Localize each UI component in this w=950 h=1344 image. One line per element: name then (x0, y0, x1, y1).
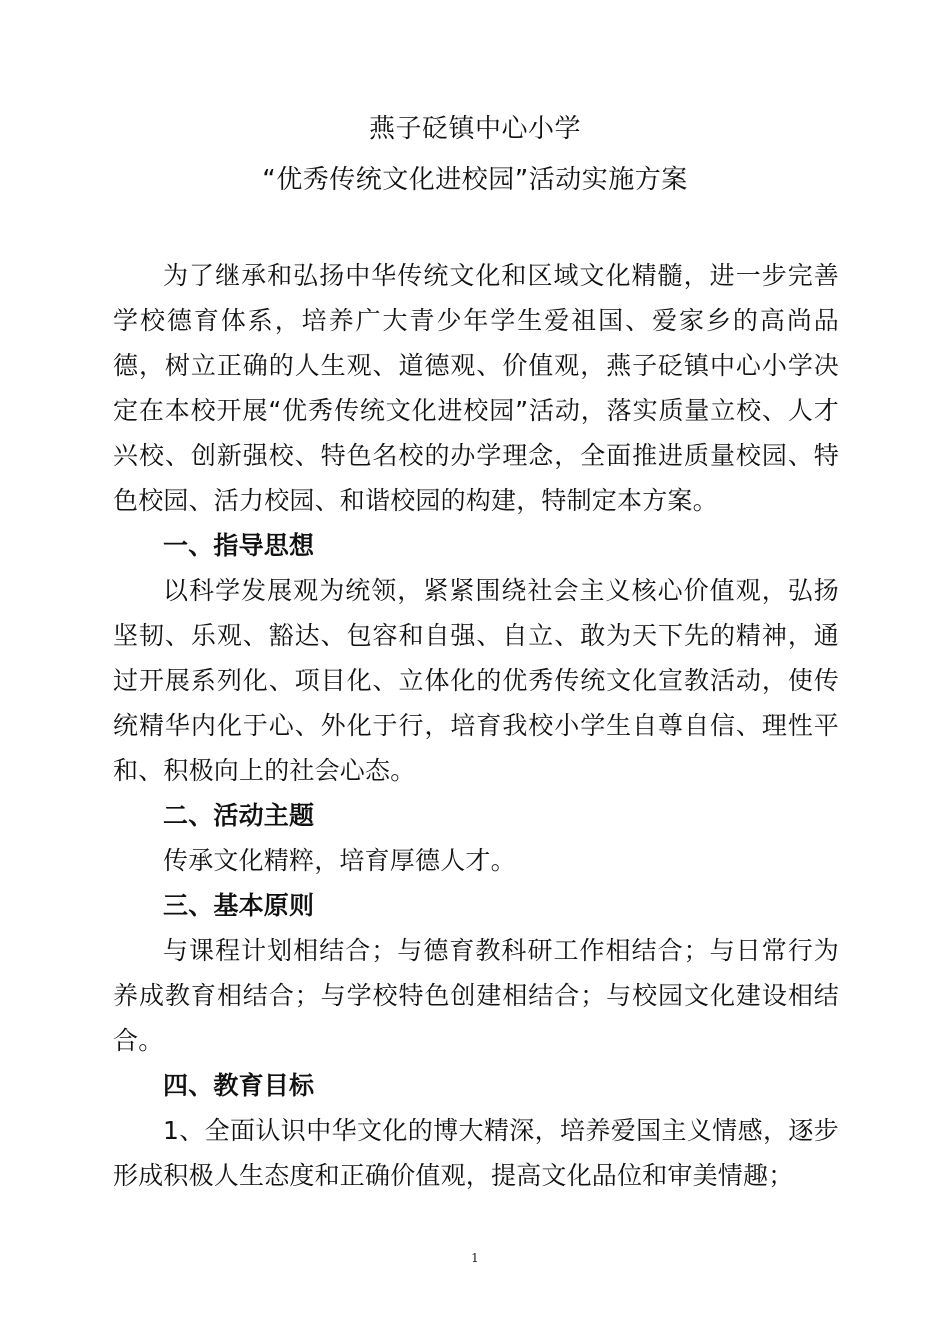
document-body (113, 253, 839, 1198)
section-heading-education-goals: 四、教育目标 (163, 1071, 315, 1100)
section-paragraph-basic-principles: 与课程计划相结合；与德育教科研工作相结合；与日常行为养成教育相结合；与学校特色创建相结合；与校园文化建设相结合。 (113, 936, 839, 1055)
section-paragraph-guiding-thought: 以科学发展观为统领，紧紧围绕社会主义核心价值观，弘扬坚韧、乐观、豁达、包容和自强、自立、敢为天下先的精神，通过开展系列化、项目化、立体化的优秀传统文化宣教活动，使传统精华内化于心、外化于行，培育我校小学生自尊自信、理性平和、积极向上的社会心态。 (113, 576, 839, 785)
document-title-plan: “优秀传统文化进校园”活动实施方案 (262, 165, 688, 195)
section-heading-guiding-thought: 一、指导思想 (163, 531, 315, 560)
section-heading-activity-theme: 二、活动主题 (163, 801, 315, 830)
section-heading-basic-principles: 三、基本原则 (163, 891, 315, 920)
section-paragraph-education-goals: 1、全面认识中华文化的博大精深，培养爱国主义情感，逐步形成积极人生态度和正确价值观，提高文化品位和审美情趣； (113, 1116, 839, 1190)
page-number: 1 (471, 1251, 479, 1265)
document-title-school: 燕子砭镇中心小学 (368, 114, 581, 144)
section-paragraph-activity-theme: 传承文化精粹，培育厚德人才。 (163, 846, 516, 875)
intro-paragraph: 为了继承和弘扬中华传统文化和区域文化精髓，进一步完善学校德育体系，培养广大青少年学生爱祖国、爱家乡的高尚品德，树立正确的人生观、道德观、价值观，燕子砭镇中心小学决定在本校开展“优秀传统文化进校园”活动，落实质量立校、人才兴校、创新强校、特色名校的办学理念，全面推进质量校园、特色校园、活力校园、和谐校园的构建，特制定本方案。 (113, 261, 839, 515)
